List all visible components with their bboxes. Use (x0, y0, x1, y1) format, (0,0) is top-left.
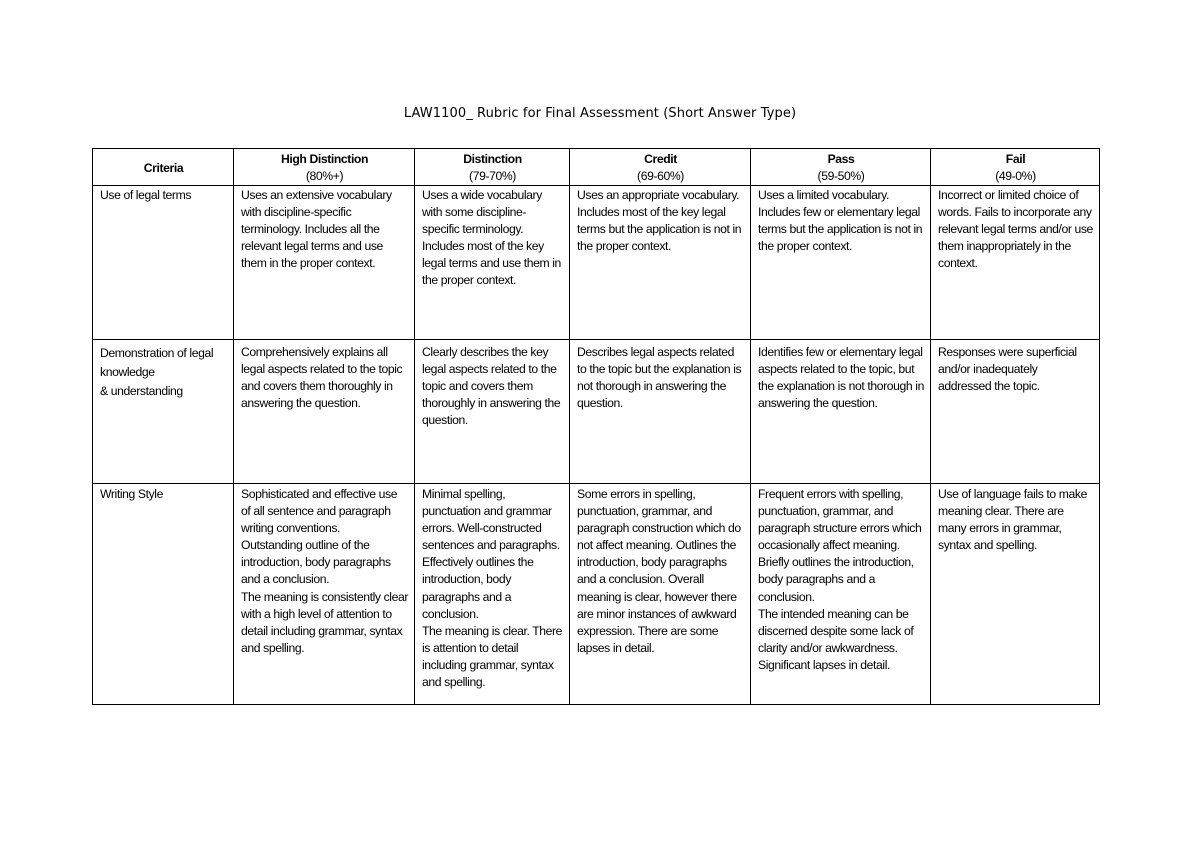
rubric-cell: Minimal spelling, punctuation and grammar errors. Well-constructed sentences and paragraphs. Effectively outlines the introduction, body paragraphs and a conclusion. The meaning is clear. There is attention to detail including grammar, syntax and spelling. (415, 484, 570, 705)
grade-name: Fail (1005, 152, 1026, 166)
grade-name: High Distinction (280, 152, 369, 166)
criterion-label: Writing Style (93, 484, 234, 705)
table-row-writing-style (93, 484, 1100, 705)
rubric-cell: Describes legal aspects related to the topic but the explanation is not thorough in answering the question. (570, 340, 751, 484)
rubric-cell: Incorrect or limited choice of words. Fails to incorporate any relevant legal terms and/or use them inappropriately in the context. (931, 186, 1100, 340)
grade-header-pass (751, 149, 931, 186)
grade-range: (59-50%) (817, 169, 865, 183)
grade-range: (49-0%) (995, 169, 1036, 183)
rubric-cell: Identifies few or elementary legal aspects related to the topic, but the explanation is not thorough in answering the question. (751, 340, 931, 484)
criterion-label: Use of legal terms (93, 186, 234, 340)
grade-name: Distinction (463, 152, 522, 166)
grade-header-fail (931, 149, 1100, 186)
document-title: LAW1100_ Rubric for Final Assessment (Short Answer Type) (403, 106, 797, 121)
rubric-cell: Some errors in spelling, punctuation, grammar, and paragraph construction which do not affect meaning. Outlines the introduction, body paragraphs and a conclusion. Overall meaning is clear, however there are minor instances of awkward expression. There are some lapses in detail. (570, 484, 751, 705)
criterion-label: Demonstration of legal knowledge & understanding (93, 340, 234, 484)
grade-header-high-distinction (234, 149, 415, 186)
table-row-legal-knowledge (93, 340, 1100, 484)
rubric-cell: Sophisticated and effective use of all sentence and paragraph writing conventions. Outstanding outline of the introduction, body paragraphs and a conclusion. The meaning is consistently clear with a high level of attention to detail including grammar, syntax and spelling. (234, 484, 415, 705)
rubric-cell: Uses a wide vocabulary with some discipline-specific terminology. Includes most of the key legal terms and use them in the proper context. (415, 186, 570, 340)
grade-header-credit (570, 149, 751, 186)
grade-range: (79-70%) (469, 169, 516, 183)
rubric-cell: Use of language fails to make meaning clear. There are many errors in grammar, syntax and spelling. (931, 484, 1100, 705)
rubric-cell: Uses an extensive vocabulary with discipline-specific terminology. Includes all the relevant legal terms and use them in the proper context. (234, 186, 415, 340)
rubric-cell: Uses a limited vocabulary. Includes few or elementary legal terms but the application is not in the proper context. (751, 186, 931, 340)
grade-name: Credit (644, 152, 677, 166)
table-row-use-of-legal-terms (93, 186, 1100, 340)
header-row (93, 149, 1100, 186)
rubric-cell: Responses were superficial and/or inadequately addressed the topic. (931, 340, 1100, 484)
rubric-table (92, 148, 1100, 705)
criteria-header: Criteria (93, 149, 234, 186)
grade-range: (69-60%) (637, 169, 684, 183)
rubric-cell: Uses an appropriate vocabulary. Includes most of the key legal terms but the application is not in the proper context. (570, 186, 751, 340)
grade-range: (80%+) (305, 169, 344, 183)
grade-name: Pass (827, 152, 855, 166)
rubric-cell: Frequent errors with spelling, punctuation, grammar, and paragraph structure errors which occasionally affect meaning. Briefly outlines the introduction, body paragraphs and a conclusion. The intended meaning can be discerned despite some lack of clarity and/or awkwardness. Significant lapses in detail. (751, 484, 931, 705)
rubric-cell: Clearly describes the key legal aspects related to the topic and covers them thoroughly in answering the question. (415, 340, 570, 484)
rubric-cell: Comprehensively explains all legal aspects related to the topic and covers them thoroughly in answering the question. (234, 340, 415, 484)
grade-header-distinction (415, 149, 570, 186)
